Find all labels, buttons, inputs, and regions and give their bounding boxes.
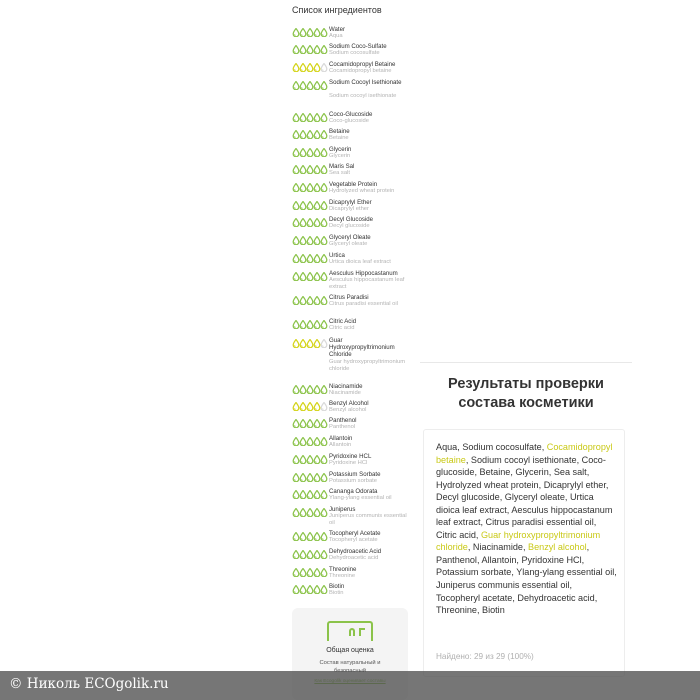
ingredient-name: Coco-Glucoside — [329, 111, 373, 118]
result-ingredient: Ylang-ylang essential oil — [516, 567, 615, 578]
ingredient-inci-name: Cocamidopropyl betaine — [329, 68, 392, 75]
drop-icon — [320, 63, 328, 72]
ingredient-inci-name: Aesculus hippocastanum leaf extract — [329, 277, 405, 291]
ingredient-inci-name: Potassium sorbate — [329, 478, 378, 485]
ingredient-name: Betaine — [329, 128, 350, 135]
drop-icon — [320, 455, 328, 464]
ingredient-name: Aesculus Hippocastanum — [329, 270, 398, 277]
ingredient-inci-name: Glyceryl oleate — [329, 241, 368, 248]
drop-icon — [320, 585, 328, 594]
rating-drops — [292, 130, 327, 140]
rating-drops — [292, 320, 327, 330]
rating-drops — [292, 236, 327, 246]
ingredient-name: Potassium Sorbate — [329, 471, 381, 478]
result-ingredient: Aqua — [436, 442, 458, 452]
ingredient-name: Juniperus — [329, 506, 356, 513]
ingredient-name: Tocopheryl Acetate — [329, 530, 381, 537]
rating-drops — [292, 183, 327, 193]
result-ingredient: Sodium cocoyl isethionate — [470, 454, 577, 465]
rating-drops — [292, 490, 327, 500]
result-ingredient: Niacinamide — [472, 542, 523, 553]
result-ingredient: Sea salt — [553, 467, 587, 478]
ingredient-name: Sodium Coco-Sulfate — [329, 43, 387, 50]
ingredient-inci-name: Juniperus communis essential oil — [329, 513, 407, 527]
drop-icon — [320, 218, 328, 227]
results-box — [423, 429, 625, 677]
ingredient-name: Decyl Glucoside — [329, 216, 374, 223]
drop-icon — [320, 130, 328, 139]
result-ingredient: Allantoin — [481, 554, 517, 565]
ingredient-inci-name: Dicaprylyl ether — [329, 206, 369, 213]
ingredient-name: Sodium Cocoyl Isethionate — [329, 79, 402, 86]
rating-drops — [292, 532, 327, 542]
drop-icon — [320, 473, 328, 482]
ingredient-name: Pyridoxine HCL — [329, 453, 372, 460]
ingredient-name: Urtica — [329, 252, 345, 259]
ingredient-inci-name: Tocopheryl acetate — [329, 537, 378, 544]
result-ingredient: Guar hydroxypropyltrimonium chloride — [436, 529, 601, 553]
score-gauge-icon — [327, 621, 373, 641]
ingredient-name: Niacinamide — [329, 383, 363, 390]
result-ingredient: Tocopheryl acetate — [436, 592, 513, 603]
result-ingredient: Cocamidopropyl betaine — [436, 442, 613, 465]
score-title: Общая оценка — [326, 647, 374, 654]
drop-icon — [320, 550, 328, 559]
ingredient-inci-name: Threonine — [329, 573, 356, 580]
drop-icon — [320, 165, 328, 174]
ingredient-name: Glyceryl Oleate — [329, 234, 371, 241]
result-ingredient: Urtica dioica leaf extract — [436, 492, 594, 515]
drop-icon — [320, 568, 328, 577]
ingredient-inci-name: Coco-glucoside — [329, 118, 369, 125]
result-ingredient: Panthenol — [436, 554, 477, 565]
drop-icon — [320, 402, 328, 411]
ingredient-inci-name: Urtica dioica leaf extract — [329, 259, 391, 266]
ingredient-name: Panthenol — [329, 417, 357, 424]
rating-drops — [292, 63, 327, 73]
watermark-text: © Николь ECOgolik.ru — [9, 676, 169, 692]
drop-icon — [320, 148, 328, 157]
result-ingredient: Benzyl alcohol — [528, 542, 587, 553]
drop-icon — [320, 254, 328, 263]
ingredient-inci-name: Biotin — [329, 590, 344, 597]
ingredient-name: Threonine — [329, 566, 357, 573]
ingredient-name: Dicaprylyl Ether — [329, 199, 372, 206]
result-ingredient: Aesculus hippocastanum leaf extract — [436, 504, 613, 528]
ingredient-name: Biotin — [329, 583, 345, 590]
drop-icon — [320, 113, 328, 122]
result-ingredient: Dicaprylyl ether — [543, 479, 606, 490]
results-ingredient-text: Aqua, Sodium cocosulfate, Cocamidopropyl betaine, Sodium cocoyl isethionate, Coco-glucoside, Betaine, Glycerin, Sea salt, Hydrolyzed wheat protein, Dicaprylyl ether, Decyl glucoside, Glyceryl oleate, Urtica dioica leaf extract, Aesculus hippocastanum leaf extract, Citrus paradisi essential oil, Citric acid, Guar hydroxypropyltrimonium chloride, Niacinamide, Benzyl alcohol, Panthenol, Allantoin, Pyridoxine HCl, Potassium sorbate, Ylang-ylang essential oil, Juniperus communis essential oil, Tocopheryl acetate, Dehydroacetic acid, Threonine, Biotin — [436, 442, 617, 616]
rating-drops — [292, 402, 327, 412]
ingredient-inci-name: Niacinamide — [329, 390, 361, 397]
ingredient-name: Cocamidopropyl Betaine — [329, 61, 396, 68]
ingredient-name: Vegetable Protein — [329, 181, 378, 188]
rating-drops — [292, 272, 327, 282]
ingredient-inci-name: Panthenol — [329, 424, 356, 431]
rating-drops — [292, 45, 327, 55]
ingredient-name: Glycerin — [329, 146, 352, 153]
rating-drops — [292, 148, 327, 158]
section-divider — [420, 362, 632, 363]
ingredient-name: Benzyl Alcohol — [329, 400, 369, 407]
drop-icon — [320, 385, 328, 394]
ingredient-inci-name: Glycerin — [329, 153, 351, 160]
rating-drops — [292, 201, 327, 211]
rating-drops — [292, 385, 327, 395]
rating-drops — [292, 81, 327, 91]
rating-drops — [292, 508, 327, 518]
result-ingredient: Citrus paradisi essential oil — [485, 517, 594, 528]
ingredient-inci-name: Citrus paradisi essential oil — [329, 301, 398, 308]
rating-drops — [292, 113, 327, 123]
drop-icon — [320, 508, 328, 517]
ingredient-name: Cananga Odorata — [329, 488, 378, 495]
result-ingredient: Threonine — [436, 605, 477, 616]
rating-drops — [292, 419, 327, 429]
drop-icon — [320, 183, 328, 192]
ingredient-name: Citrus Paradisi — [329, 294, 369, 301]
ingredient-inci-name: Guar hydroxypropyltrimonium chloride — [329, 358, 406, 372]
rating-drops — [292, 550, 327, 560]
result-ingredient: Citric acid — [436, 529, 476, 540]
drop-icon — [320, 236, 328, 245]
drop-icon — [320, 320, 328, 329]
ingredient-name: Citric Acid — [329, 318, 357, 325]
ingredient-inci-name: Ylang-ylang essential oil — [329, 495, 392, 502]
ingredient-name: Maris Sal — [329, 163, 355, 170]
ingredient-inci-name: Sea salt — [329, 170, 350, 177]
ingredient-inci-name: Hydrolyzed wheat protein — [329, 188, 395, 195]
ingredient-inci-name: Betaine — [329, 135, 349, 142]
drop-icon — [320, 437, 328, 446]
drop-icon — [320, 490, 328, 499]
ingredient-inci-name: Sodium cocosulfate — [329, 50, 380, 57]
result-ingredient: Biotin — [482, 605, 505, 616]
result-ingredient: Decyl glucoside — [436, 492, 500, 503]
ingredient-inci-name: Sodium cocoyl isethionate — [329, 93, 397, 100]
rating-drops — [292, 296, 327, 306]
score-description: Состав натуральный и — [319, 660, 381, 666]
drop-icon — [320, 339, 328, 348]
result-ingredient: Juniperus communis essential oil — [436, 580, 570, 591]
result-ingredient: Glyceryl oleate — [504, 492, 565, 503]
result-ingredient: Glycerin — [515, 467, 549, 478]
drop-icon — [320, 201, 328, 210]
result-ingredient: Betaine — [479, 467, 511, 478]
ingredient-inci-name: Dehydroacetic acid — [329, 555, 379, 562]
ingredient-name: Dehydroacetic Acid — [329, 548, 382, 555]
results-found-count: Найдено: 29 из 29 (100%) — [436, 652, 534, 661]
rating-drops — [292, 218, 327, 228]
result-ingredient: Sodium cocosulfate — [462, 442, 542, 452]
rating-drops — [292, 455, 327, 465]
result-ingredient: Coco-glucoside — [436, 454, 606, 478]
rating-drops — [292, 339, 327, 349]
result-ingredient: Potassium sorbate — [436, 567, 512, 578]
watermark-bar — [0, 671, 700, 700]
ingredient-inci-name: Aqua — [329, 33, 343, 40]
rating-drops — [292, 585, 327, 595]
drop-icon — [320, 296, 328, 305]
rating-drops — [292, 437, 327, 447]
drop-icon — [320, 28, 328, 37]
rating-drops — [292, 254, 327, 264]
result-ingredient: Dehydroacetic acid — [517, 592, 595, 603]
ingredient-inci-name: Decyl glucoside — [329, 223, 370, 230]
ingredient-list-title: Список ингредиентов — [292, 5, 382, 15]
drop-icon — [320, 532, 328, 541]
ingredient-name: Guar Hydroxypropyltrimonium Chloride — [329, 337, 395, 359]
ingredient-inci-name: Pyridoxine HCl — [329, 460, 368, 467]
ingredient-name: Water — [329, 26, 346, 33]
drop-icon — [320, 81, 328, 90]
ingredient-name: Allantoin — [329, 435, 353, 442]
ingredient-inci-name: Citric acid — [329, 325, 355, 332]
rating-drops — [292, 568, 327, 578]
results-title: Результаты проверки состава косметики — [448, 376, 604, 411]
rating-drops — [292, 165, 327, 175]
drop-icon — [320, 419, 328, 428]
rating-drops — [292, 473, 327, 483]
drop-icon — [320, 272, 328, 281]
result-ingredient: Pyridoxine HCl — [521, 554, 582, 565]
drop-icon — [320, 45, 328, 54]
ingredient-inci-name: Allantoin — [329, 442, 352, 449]
ingredient-inci-name: Benzyl alcohol — [329, 407, 367, 414]
result-ingredient: Hydrolyzed wheat protein — [436, 479, 539, 490]
rating-drops — [292, 28, 327, 38]
